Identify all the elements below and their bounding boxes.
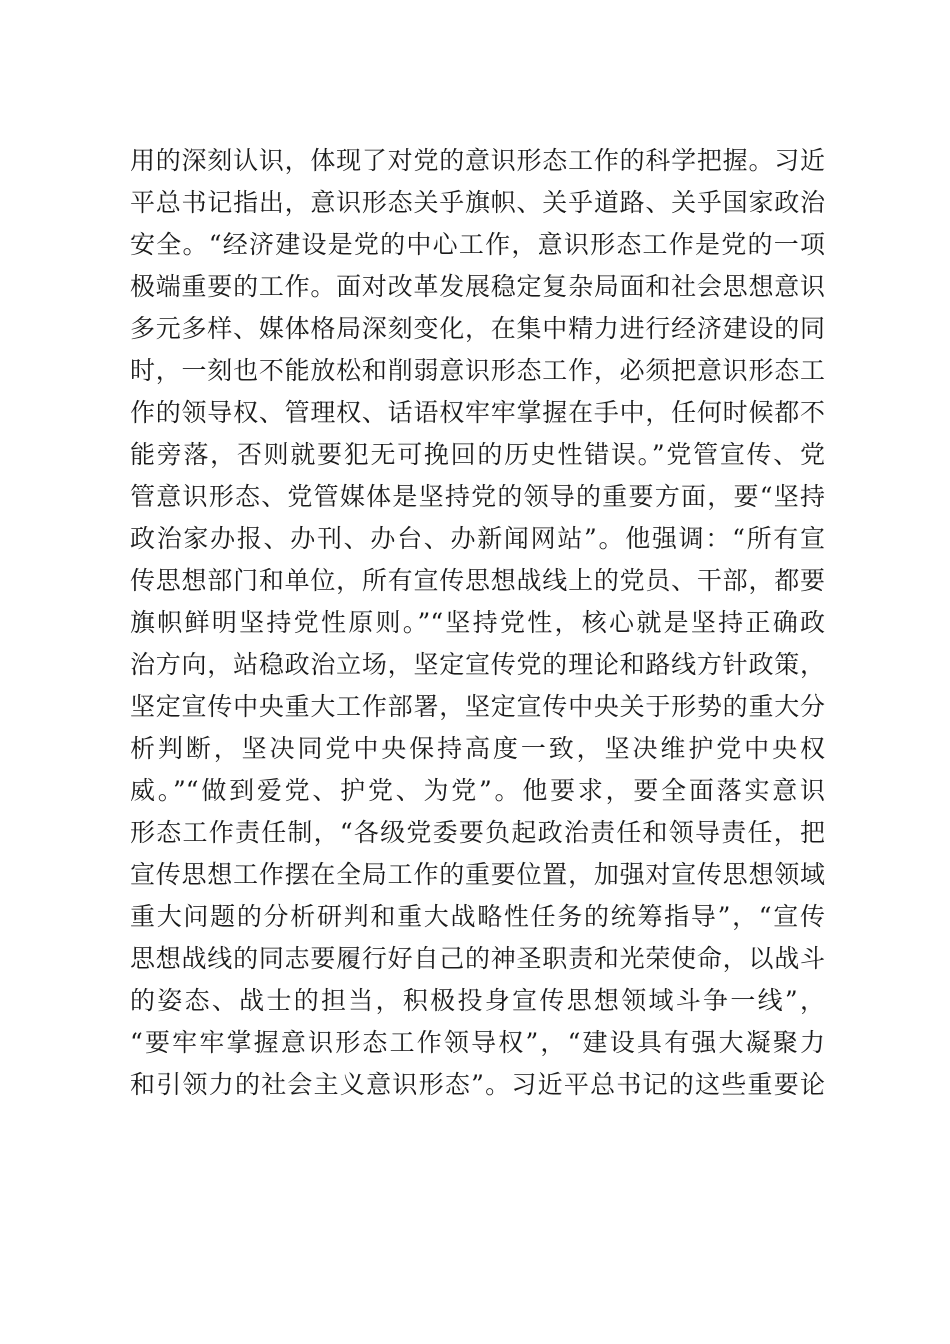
text-line: 坚定宣传中央重大工作部署，坚定宣传中央关于形势的重大分 — [130, 692, 825, 721]
body-text — [130, 140, 825, 1106]
text-line: 用的深刻认识，体现了对党的意识形态工作的科学把握。习近 — [130, 146, 825, 175]
text-line: 形态工作责任制，“各级党委要负起政治责任和领导责任，把 — [130, 818, 825, 847]
text-line: 时，一刻也不能放松和削弱意识形态工作，必须把意识形态工 — [130, 356, 825, 385]
text-line: 作的领导权、管理权、话语权牢牢掌握在手中，任何时候都不 — [130, 398, 825, 427]
text-line: 治方向，站稳政治立场，坚定宣传党的理论和路线方针政策， — [130, 650, 825, 679]
text-line: 极端重要的工作。面对改革发展稳定复杂局面和社会思想意识 — [130, 272, 825, 301]
text-line: 政治家办报、办刊、办台、办新闻网站”。他强调：“所有宣 — [130, 524, 825, 553]
text-line: 平总书记指出，意识形态关乎旗帜、关乎道路、关乎国家政治 — [130, 188, 825, 217]
text-line: 的姿态、战士的担当，积极投身宣传思想领域斗争一线”， — [130, 986, 825, 1015]
text-line: 安全。“经济建设是党的中心工作，意识形态工作是党的一项 — [130, 230, 825, 259]
text-line: 能旁落，否则就要犯无可挽回的历史性错误。”党管宣传、党 — [130, 440, 825, 469]
text-line: 思想战线的同志要履行好自己的神圣职责和光荣使命，以战斗 — [130, 944, 825, 973]
text-line: 威。”“做到爱党、护党、为党”。他要求，要全面落实意识 — [130, 776, 825, 805]
text-line: 多元多样、媒体格局深刻变化，在集中精力进行经济建设的同 — [130, 314, 825, 343]
text-line: 管意识形态、党管媒体是坚持党的领导的重要方面，要“坚持 — [130, 482, 825, 511]
text-line: 传思想部门和单位，所有宣传思想战线上的党员、干部，都要 — [130, 566, 825, 595]
text-line: 和引领力的社会主义意识形态”。习近平总书记的这些重要论 — [130, 1070, 825, 1099]
text-line: 旗帜鲜明坚持党性原则。”“坚持党性，核心就是坚持正确政 — [130, 608, 825, 637]
text-line: 宣传思想工作摆在全局工作的重要位置，加强对宣传思想领域 — [130, 860, 825, 889]
text-line: 析判断，坚决同党中央保持高度一致，坚决维护党中央权 — [130, 734, 825, 763]
text-line: 重大问题的分析研判和重大战略性任务的统筹指导”，“宣传 — [130, 902, 825, 931]
text-line: “要牢牢掌握意识形态工作领导权”，“建设具有强大凝聚力 — [130, 1028, 825, 1057]
